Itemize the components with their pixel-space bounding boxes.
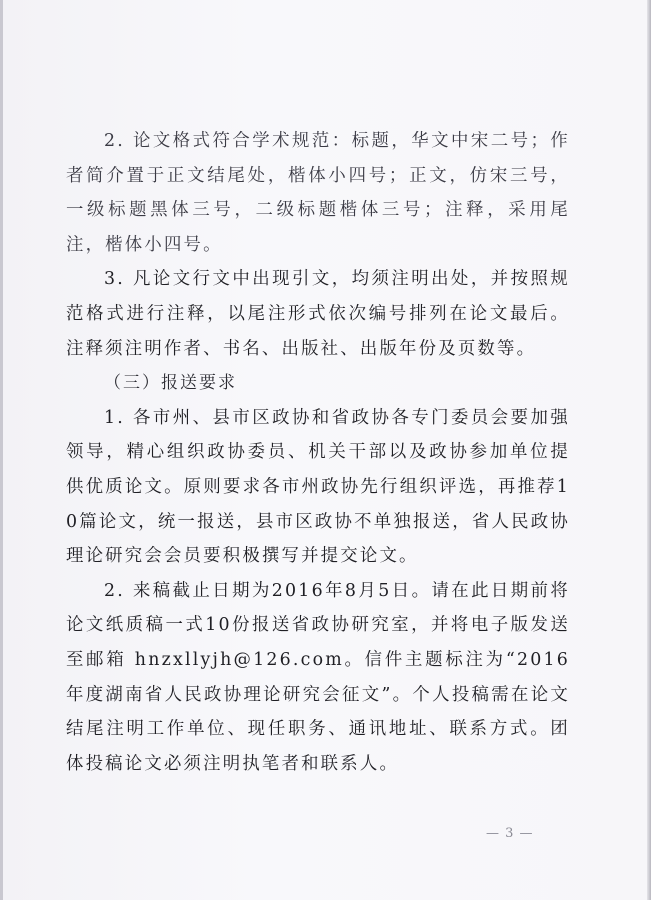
paragraph-citation-requirements: 3. 凡论文行文中出现引文，均须注明出处，并按照规范格式进行注释，以尾注形式依次编号排列在论文最后。注释须注明作者、书名、出版社、出版年份及页数等。 <box>66 269 570 359</box>
scan-edge-right <box>647 0 651 900</box>
scan-edge-left <box>0 0 3 900</box>
paragraph-deadline: 2. 来稿截止日期为2016年8月5日。请在此日期前将论文纸质稿一式10份报送省政协研究室，并将电子版发送至邮箱 hnzxllyjh@126.com。信件主题标注为“2016年度湖南省人民政协理论研究会征文”。个人投稿需在论文结尾注明工作单位、现任职务、通讯地址、联系方式。团体投稿论文必须注明执笔者和联系人。 <box>66 580 570 774</box>
section-heading-submission: （三）报送要求 <box>104 373 237 394</box>
paragraph-format-requirements: 2. 论文格式符合学术规范：标题，华文中宋二号；作者简介置于正文结尾处，楷体小四号；正文，仿宋三号，一级标题黑体三号，二级标题楷体三号；注释，采用尾注，楷体小四号。 <box>66 131 570 255</box>
page-number: — 3 — <box>486 826 534 841</box>
paragraph-organization: 1. 各市州、县市区政协和省政协各专门委员会要加强领导，精心组织政协委员、机关干部以及政协参加单位提供优质论文。原则要求各市州政协先行组织评选，再推荐10篇论文，统一报送，县市区政协不单独报送，省人民政协理论研究会会员要积极撰写并提交论文。 <box>66 407 570 567</box>
document-body <box>66 124 570 781</box>
